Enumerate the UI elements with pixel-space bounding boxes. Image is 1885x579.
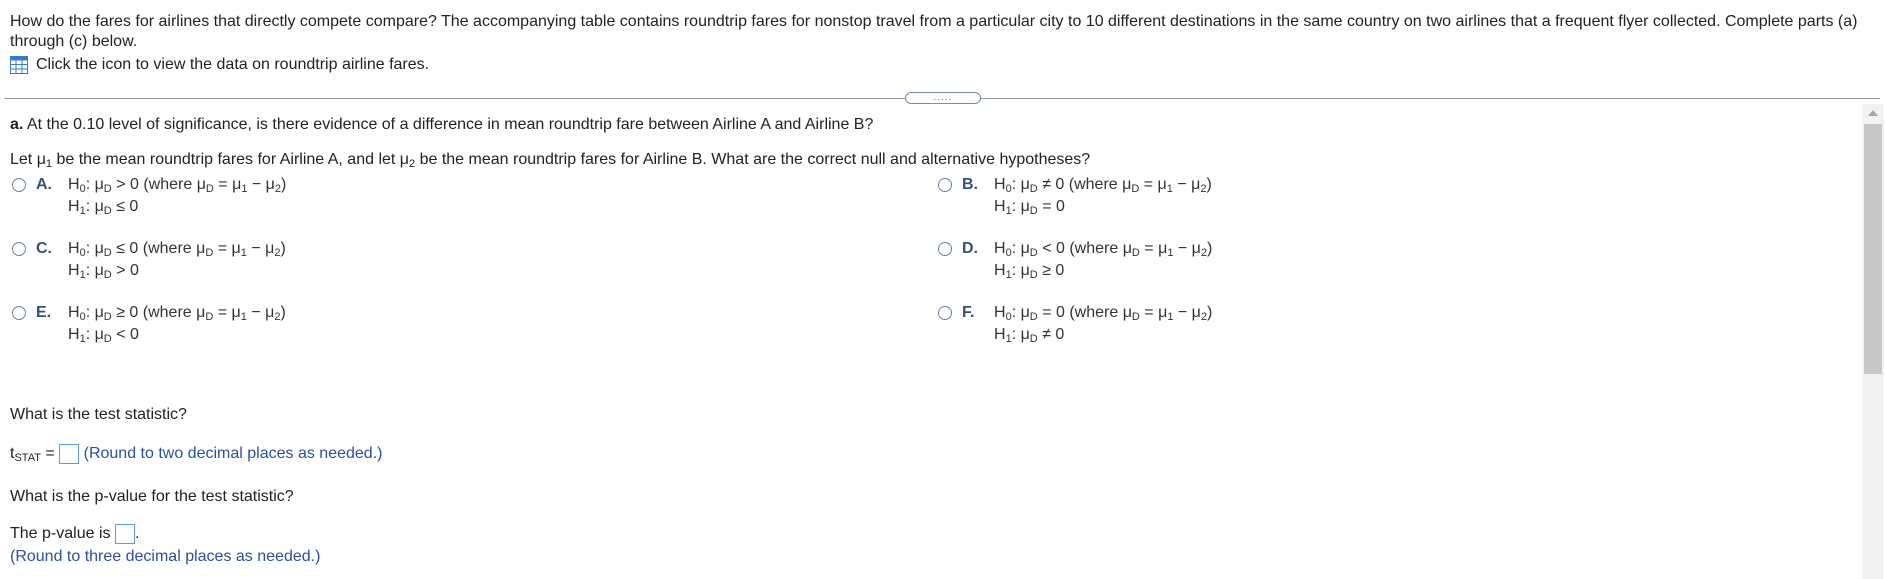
option-d-radio[interactable] [938, 242, 952, 256]
part-a-text: At the 0.10 level of significance, is there evidence of a difference in mean roundtrip fare between Airline A and Airline B? [26, 116, 874, 133]
option-a-radio[interactable] [12, 178, 26, 192]
problem-intro: How do the fares for airlines that directly compete compare? The accompanying table contains roundtrip fares for nonstop travel from a particular city to 10 different destinations in the same country on two airlines that a frequent flyer collected. Complete parts (a) through (c) below. [10, 13, 1858, 50]
pane-resize-handle[interactable]: ..... [905, 92, 981, 104]
option-f-letter: F. [962, 304, 975, 321]
pvalue-line [10, 524, 139, 544]
option-e-alt: $H_1$: $\mu_D < 0$ [68, 326, 139, 345]
option-e-letter: E. [36, 304, 52, 321]
scroll-up-arrow-icon[interactable] [1868, 110, 1878, 116]
tstat-symbol: $t_{STAT}$ [10, 445, 41, 465]
let-text-3: be the mean roundtrip fares for Airline B. What are the correct null and alternative hypotheses? [415, 151, 1091, 168]
option-c-letter: C. [36, 240, 52, 257]
option-c-null: $H_0$: $\mu_D \le 0$ (where $\mu_D = \mu_1 - \mu_2$) [68, 240, 286, 259]
vertical-scrollbar[interactable] [1862, 104, 1884, 579]
tstat-input[interactable] [59, 444, 79, 464]
option-b-alt: $H_1$: $\mu_D = 0$ [994, 198, 1065, 217]
data-table-link[interactable] [10, 56, 429, 74]
let-sub-1: 1 [45, 158, 53, 170]
option-e-null: $H_0$: $\mu_D \ge 0$ (where $\mu_D = \mu_1 - \mu_2$) [68, 304, 286, 323]
scrollbar-thumb[interactable] [1864, 124, 1882, 374]
option-d-alt: $H_1$: $\mu_D \ge 0$ [994, 262, 1065, 281]
let-text-2: be the mean roundtrip fares for Airline A, and let μ [52, 151, 410, 168]
let-sub-2: 2 [409, 158, 416, 170]
option-a-alt: $H_1$: $\mu_D \le 0$ [68, 198, 139, 217]
pvalue-input[interactable] [115, 524, 135, 544]
option-c-radio[interactable] [12, 242, 26, 256]
option-f-radio[interactable] [938, 306, 952, 320]
option-e-radio[interactable] [12, 306, 26, 320]
option-d-letter: D. [962, 240, 978, 257]
let-statement [10, 151, 1090, 170]
data-table-link-text[interactable]: Click the icon to view the data on roundtrip airline fares. [36, 56, 430, 73]
pvalue-question: What is the p-value for the test statistic? [10, 488, 294, 505]
option-f-null: $H_0$: $\mu_D = 0$ (where $\mu_D = \mu_1 - \mu_2$) [994, 304, 1213, 323]
option-f-alt: $H_1$: $\mu_D \ne 0$ [994, 326, 1065, 345]
tstat-hint: (Round to two decimal places as needed.) [83, 445, 383, 463]
pvalue-period: . [134, 525, 140, 543]
option-b-radio[interactable] [938, 178, 952, 192]
option-d-null: $H_0$: $\mu_D < 0$ (where $\mu_D = \mu_1 - \mu_2$) [994, 240, 1213, 259]
part-a-label: a. [10, 116, 24, 133]
option-a-null: $H_0$: $\mu_D > 0$ (where $\mu_D = \mu_1 - \mu_2$) [68, 176, 287, 195]
option-a-letter: A. [36, 176, 52, 193]
option-c-alt: $H_1$: $\mu_D > 0$ [68, 262, 139, 281]
pvalue-hint: (Round to three decimal places as needed.) [10, 548, 321, 565]
part-a-question [10, 116, 873, 134]
let-text-1: Let μ [10, 151, 46, 168]
pvalue-label: The p-value is [10, 525, 115, 543]
option-b-letter: B. [962, 176, 978, 193]
data-table-icon[interactable] [10, 56, 28, 74]
tstat-equals: = [40, 445, 60, 463]
option-b-null: $H_0$: $\mu_D \ne 0$ (where $\mu_D = \mu_1 - \mu_2$) [994, 176, 1212, 195]
question-pane [0, 104, 1862, 579]
test-statistic-question: What is the test statistic? [10, 406, 187, 423]
tstat-line [10, 444, 382, 464]
